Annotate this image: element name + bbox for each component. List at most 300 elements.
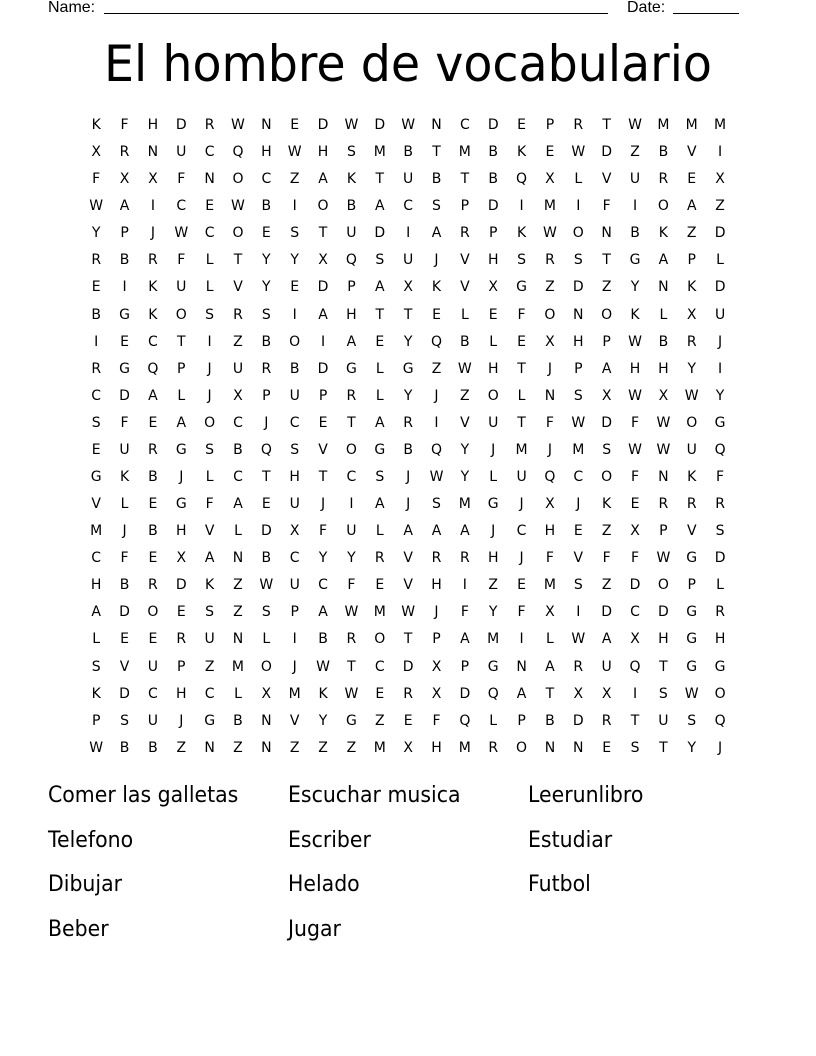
grid-cell[interactable]: H <box>629 360 641 377</box>
grid-cell[interactable]: R <box>488 739 499 756</box>
grid-cell[interactable]: V <box>601 171 612 188</box>
grid-cell[interactable]: B <box>403 441 413 458</box>
grid-cell[interactable]: D <box>601 414 613 431</box>
grid-cell[interactable]: W <box>656 441 671 458</box>
grid-cell[interactable]: B <box>460 333 470 350</box>
grid-cell[interactable]: Z <box>176 739 187 756</box>
grid-cell[interactable]: N <box>261 712 272 729</box>
grid-cell[interactable]: K <box>318 685 328 702</box>
grid-cell[interactable]: I <box>718 144 723 161</box>
grid-cell[interactable]: H <box>658 360 669 377</box>
grid-cell[interactable]: R <box>204 117 215 133</box>
grid-cell[interactable]: C <box>403 198 414 215</box>
grid-cell[interactable]: X <box>261 685 272 702</box>
grid-cell[interactable]: G <box>714 658 726 675</box>
grid-cell[interactable]: J <box>292 658 297 675</box>
grid-cell[interactable]: Y <box>687 739 696 756</box>
grid-cell[interactable]: S <box>432 198 441 215</box>
grid-cell[interactable]: P <box>687 252 696 269</box>
grid-cell[interactable]: H <box>261 144 272 161</box>
grid-cell[interactable]: L <box>92 631 101 648</box>
grid-cell[interactable]: T <box>517 414 526 431</box>
grid-cell[interactable]: G <box>487 496 499 513</box>
grid-cell[interactable]: S <box>261 306 271 323</box>
grid-cell[interactable]: G <box>714 414 726 431</box>
grid-cell[interactable]: R <box>459 225 470 242</box>
grid-cell[interactable]: Q <box>260 441 272 458</box>
grid-cell[interactable]: P <box>347 279 356 296</box>
grid-cell[interactable]: B <box>658 333 669 350</box>
grid-cell[interactable]: Z <box>601 577 612 594</box>
grid-cell[interactable]: Z <box>289 739 300 756</box>
grid-cell[interactable]: K <box>148 306 158 323</box>
grid-cell[interactable]: I <box>122 279 127 296</box>
grid-cell[interactable]: Y <box>91 225 101 242</box>
grid-cell[interactable]: M <box>231 658 245 675</box>
grid-cell[interactable]: J <box>519 496 524 513</box>
grid-cell[interactable]: S <box>290 441 300 458</box>
grid-cell[interactable]: F <box>545 550 554 567</box>
grid-cell[interactable]: S <box>290 225 300 242</box>
grid-cell[interactable]: I <box>292 306 297 323</box>
grid-cell[interactable]: K <box>516 144 527 161</box>
grid-cell[interactable]: D <box>601 144 613 161</box>
grid-cell[interactable]: U <box>289 496 300 513</box>
grid-cell[interactable]: J <box>320 496 326 513</box>
grid-cell[interactable]: O <box>487 387 499 404</box>
grid-cell[interactable]: F <box>716 469 725 486</box>
grid-cell[interactable]: M <box>515 441 528 458</box>
grid-cell[interactable]: Q <box>430 333 442 350</box>
grid-cell[interactable]: E <box>517 577 526 594</box>
grid-cell[interactable]: D <box>572 712 584 729</box>
grid-cell[interactable]: D <box>487 117 499 133</box>
grid-cell[interactable]: J <box>434 604 439 621</box>
grid-cell[interactable]: F <box>120 414 129 431</box>
grid-cell[interactable]: W <box>231 117 245 133</box>
grid-cell[interactable]: J <box>179 469 184 486</box>
grid-cell[interactable]: B <box>261 333 272 350</box>
grid-cell[interactable]: W <box>457 360 472 377</box>
grid-cell[interactable]: H <box>487 550 499 567</box>
grid-cell[interactable]: E <box>545 144 555 161</box>
grid-cell[interactable]: B <box>119 252 130 269</box>
grid-cell[interactable]: U <box>488 414 499 431</box>
grid-cell[interactable]: K <box>687 279 697 296</box>
grid-cell[interactable]: T <box>659 739 668 756</box>
grid-cell[interactable]: L <box>716 252 724 269</box>
grid-cell[interactable]: R <box>573 117 584 133</box>
grid-cell[interactable]: I <box>94 333 99 350</box>
grid-cell[interactable]: N <box>544 739 556 756</box>
grid-cell[interactable]: E <box>120 631 129 648</box>
grid-cell[interactable]: U <box>516 469 527 486</box>
grid-cell[interactable]: C <box>204 225 215 242</box>
grid-cell[interactable]: O <box>544 306 556 323</box>
grid-cell[interactable]: A <box>516 685 527 702</box>
grid-cell[interactable]: O <box>572 225 584 242</box>
grid-cell[interactable]: R <box>346 387 357 404</box>
grid-cell[interactable]: H <box>147 117 159 133</box>
grid-cell[interactable]: M <box>572 441 585 458</box>
grid-cell[interactable]: L <box>262 631 271 648</box>
grid-cell[interactable]: L <box>546 631 554 648</box>
grid-cell[interactable]: J <box>406 496 411 513</box>
grid-cell[interactable]: B <box>233 441 243 458</box>
grid-cell[interactable]: D <box>572 279 584 296</box>
grid-cell[interactable]: T <box>602 117 611 133</box>
grid-cell[interactable]: X <box>403 739 413 756</box>
grid-cell[interactable]: X <box>545 333 555 350</box>
grid-cell[interactable]: L <box>716 577 724 594</box>
grid-cell[interactable]: O <box>260 658 272 675</box>
grid-cell[interactable]: L <box>375 360 384 377</box>
grid-cell[interactable]: R <box>119 144 130 161</box>
grid-cell[interactable]: R <box>148 577 158 594</box>
grid-cell[interactable]: E <box>318 414 328 431</box>
grid-cell[interactable]: G <box>345 712 357 729</box>
grid-cell[interactable]: K <box>91 685 101 702</box>
grid-cell[interactable]: I <box>576 198 581 215</box>
grid-cell[interactable]: D <box>317 117 329 133</box>
grid-cell[interactable]: E <box>602 739 612 756</box>
grid-cell[interactable]: X <box>318 252 328 269</box>
grid-cell[interactable]: C <box>148 333 158 350</box>
grid-cell[interactable]: J <box>491 441 496 458</box>
grid-cell[interactable]: Z <box>233 577 243 594</box>
grid-cell[interactable]: Z <box>233 604 243 621</box>
grid-cell[interactable]: C <box>630 604 640 621</box>
grid-cell[interactable]: F <box>177 171 186 188</box>
grid-cell[interactable]: B <box>148 469 158 486</box>
grid-cell[interactable]: T <box>233 252 243 269</box>
grid-cell[interactable]: S <box>120 712 129 729</box>
grid-cell[interactable]: B <box>318 631 328 648</box>
grid-cell[interactable]: X <box>601 387 612 404</box>
grid-cell[interactable]: E <box>205 198 215 215</box>
grid-cell[interactable]: F <box>517 604 526 621</box>
grid-cell[interactable]: P <box>460 198 470 215</box>
grid-cell[interactable]: Y <box>715 387 725 404</box>
grid-cell[interactable]: E <box>517 333 526 350</box>
grid-cell[interactable]: N <box>658 469 669 486</box>
grid-cell[interactable]: D <box>487 198 499 215</box>
grid-cell[interactable]: T <box>318 469 328 486</box>
grid-cell[interactable]: N <box>431 117 442 133</box>
grid-cell[interactable]: W <box>401 604 416 621</box>
grid-cell[interactable]: T <box>460 171 470 188</box>
grid-cell[interactable]: B <box>289 360 300 377</box>
grid-cell[interactable]: N <box>658 279 669 296</box>
grid-cell[interactable]: W <box>344 604 359 621</box>
grid-cell[interactable]: R <box>658 496 669 513</box>
grid-cell[interactable]: F <box>319 523 328 540</box>
grid-cell[interactable]: M <box>458 496 471 513</box>
grid-cell[interactable]: A <box>601 631 612 648</box>
grid-cell[interactable]: V <box>460 252 470 269</box>
grid-cell[interactable]: G <box>345 360 357 377</box>
grid-cell[interactable]: A <box>119 198 130 215</box>
grid-cell[interactable]: E <box>403 712 413 729</box>
grid-cell[interactable]: M <box>458 739 471 756</box>
grid-cell[interactable]: U <box>714 306 726 323</box>
grid-cell[interactable]: D <box>657 604 669 621</box>
grid-cell[interactable]: X <box>119 171 130 188</box>
grid-cell[interactable]: P <box>687 577 696 594</box>
grid-cell[interactable]: R <box>686 496 697 513</box>
grid-cell[interactable]: A <box>204 550 215 567</box>
grid-cell[interactable]: H <box>487 360 499 377</box>
grid-cell[interactable]: U <box>346 225 357 242</box>
grid-cell[interactable]: N <box>573 739 584 756</box>
grid-cell[interactable]: X <box>176 550 187 567</box>
grid-cell[interactable]: B <box>403 144 413 161</box>
grid-cell[interactable]: A <box>403 523 413 540</box>
grid-cell[interactable]: F <box>630 469 640 486</box>
grid-cell[interactable]: A <box>374 414 385 431</box>
grid-cell[interactable]: Z <box>289 171 300 188</box>
grid-cell[interactable]: V <box>318 441 328 458</box>
grid-cell[interactable]: I <box>320 333 326 350</box>
grid-cell[interactable]: K <box>205 577 215 594</box>
name-blank-line[interactable] <box>104 0 608 14</box>
grid-cell[interactable]: O <box>516 739 528 756</box>
grid-cell[interactable]: P <box>488 225 498 242</box>
grid-cell[interactable]: W <box>656 414 671 431</box>
grid-cell[interactable]: V <box>403 577 413 594</box>
grid-cell[interactable]: S <box>715 523 725 540</box>
grid-cell[interactable]: R <box>148 252 158 269</box>
grid-cell[interactable]: G <box>119 360 130 377</box>
grid-cell[interactable]: I <box>519 198 524 215</box>
grid-cell[interactable]: H <box>175 685 187 702</box>
grid-cell[interactable]: H <box>487 252 499 269</box>
grid-cell[interactable]: P <box>517 712 526 729</box>
grid-cell[interactable]: G <box>175 496 187 513</box>
grid-cell[interactable]: B <box>658 144 669 161</box>
grid-cell[interactable]: A <box>148 387 158 404</box>
grid-cell[interactable]: P <box>290 604 299 621</box>
grid-cell[interactable]: F <box>120 117 129 133</box>
grid-cell[interactable]: Q <box>714 712 726 729</box>
grid-cell[interactable]: D <box>402 658 414 675</box>
grid-cell[interactable]: W <box>259 577 274 594</box>
grid-cell[interactable]: L <box>517 387 526 404</box>
grid-cell[interactable]: Q <box>345 252 357 269</box>
grid-cell[interactable]: T <box>432 144 441 161</box>
grid-cell[interactable]: Z <box>488 577 498 594</box>
grid-cell[interactable]: D <box>714 279 726 296</box>
grid-cell[interactable]: I <box>519 631 524 648</box>
grid-cell[interactable]: A <box>431 225 442 242</box>
grid-cell[interactable]: X <box>545 496 555 513</box>
grid-cell[interactable]: L <box>489 712 498 729</box>
grid-cell[interactable]: X <box>573 685 584 702</box>
grid-cell[interactable]: Z <box>601 523 612 540</box>
grid-cell[interactable]: E <box>375 577 385 594</box>
grid-cell[interactable]: O <box>175 306 187 323</box>
grid-cell[interactable]: P <box>602 333 611 350</box>
grid-cell[interactable]: U <box>289 387 300 404</box>
grid-cell[interactable]: R <box>374 550 385 567</box>
grid-cell[interactable]: I <box>632 198 638 215</box>
grid-cell[interactable]: T <box>659 658 668 675</box>
grid-cell[interactable]: L <box>205 252 214 269</box>
grid-cell[interactable]: H <box>431 739 442 756</box>
grid-cell[interactable]: G <box>686 550 698 567</box>
grid-cell[interactable]: W <box>684 387 699 404</box>
grid-cell[interactable]: A <box>460 523 470 540</box>
grid-cell[interactable]: N <box>601 225 612 242</box>
grid-cell[interactable]: D <box>119 604 130 621</box>
grid-cell[interactable]: J <box>406 469 411 486</box>
grid-cell[interactable]: E <box>261 496 271 513</box>
grid-cell[interactable]: P <box>574 360 583 377</box>
grid-cell[interactable]: Q <box>714 441 726 458</box>
grid-cell[interactable]: N <box>573 306 584 323</box>
grid-cell[interactable]: W <box>344 117 359 133</box>
grid-cell[interactable]: P <box>432 631 441 648</box>
grid-cell[interactable]: K <box>346 171 356 188</box>
grid-cell[interactable]: B <box>431 171 442 188</box>
grid-cell[interactable]: W <box>571 144 586 161</box>
grid-cell[interactable]: X <box>686 306 697 323</box>
grid-cell[interactable]: R <box>403 685 413 702</box>
grid-cell[interactable]: W <box>543 225 557 242</box>
grid-cell[interactable]: Y <box>262 279 271 296</box>
grid-cell[interactable]: R <box>91 252 102 269</box>
grid-cell[interactable]: U <box>289 577 300 594</box>
grid-cell[interactable]: S <box>573 387 583 404</box>
grid-cell[interactable]: N <box>204 171 215 188</box>
grid-cell[interactable]: G <box>629 252 641 269</box>
grid-cell[interactable]: P <box>177 658 186 675</box>
grid-cell[interactable]: G <box>204 712 216 729</box>
grid-cell[interactable]: A <box>374 198 385 215</box>
grid-cell[interactable]: D <box>459 685 471 702</box>
grid-cell[interactable]: O <box>147 604 159 621</box>
grid-cell[interactable]: B <box>119 739 130 756</box>
grid-cell[interactable]: A <box>233 496 243 513</box>
grid-cell[interactable]: R <box>431 550 442 567</box>
grid-cell[interactable]: Q <box>430 441 442 458</box>
grid-cell[interactable]: A <box>318 306 328 323</box>
grid-cell[interactable]: F <box>92 171 101 188</box>
grid-cell[interactable]: I <box>462 577 467 594</box>
grid-cell[interactable]: J <box>519 550 524 567</box>
grid-cell[interactable]: S <box>573 577 583 594</box>
grid-cell[interactable]: F <box>177 252 186 269</box>
grid-cell[interactable]: L <box>205 279 214 296</box>
grid-cell[interactable]: T <box>347 658 356 675</box>
grid-cell[interactable]: N <box>261 117 272 133</box>
grid-cell[interactable]: C <box>318 577 328 594</box>
grid-cell[interactable]: Q <box>459 712 471 729</box>
grid-cell[interactable]: Z <box>630 144 640 161</box>
grid-cell[interactable]: M <box>373 739 386 756</box>
grid-cell[interactable]: P <box>318 387 328 404</box>
grid-cell[interactable]: W <box>89 739 104 756</box>
grid-cell[interactable]: L <box>120 496 129 513</box>
grid-cell[interactable]: H <box>90 577 102 594</box>
grid-cell[interactable]: W <box>684 685 699 702</box>
grid-cell[interactable]: J <box>718 739 723 756</box>
grid-cell[interactable]: S <box>658 685 668 702</box>
grid-cell[interactable]: I <box>718 360 723 377</box>
grid-cell[interactable]: N <box>204 739 215 756</box>
grid-cell[interactable]: W <box>89 198 104 215</box>
grid-cell[interactable]: D <box>317 360 329 377</box>
grid-cell[interactable]: W <box>344 685 359 702</box>
grid-cell[interactable]: A <box>374 279 385 296</box>
grid-cell[interactable]: X <box>545 171 555 188</box>
grid-cell[interactable]: E <box>148 550 158 567</box>
grid-cell[interactable]: F <box>432 712 441 729</box>
grid-cell[interactable]: Y <box>630 279 640 296</box>
grid-cell[interactable]: Y <box>262 252 271 269</box>
grid-cell[interactable]: T <box>318 225 328 242</box>
grid-cell[interactable]: S <box>517 252 527 269</box>
grid-cell[interactable]: U <box>403 171 414 188</box>
grid-cell[interactable]: G <box>686 658 698 675</box>
grid-cell[interactable]: K <box>658 225 668 242</box>
grid-cell[interactable]: D <box>714 225 726 242</box>
grid-cell[interactable]: A <box>460 631 470 648</box>
grid-cell[interactable]: K <box>119 469 130 486</box>
grid-cell[interactable]: X <box>630 523 640 540</box>
grid-cell[interactable]: Z <box>204 658 215 675</box>
grid-cell[interactable]: P <box>460 658 470 675</box>
grid-cell[interactable]: T <box>347 414 356 431</box>
grid-cell[interactable]: R <box>686 333 697 350</box>
grid-cell[interactable]: V <box>573 550 584 567</box>
grid-cell[interactable]: L <box>234 523 242 540</box>
grid-cell[interactable]: C <box>459 117 470 133</box>
grid-cell[interactable]: H <box>346 306 357 323</box>
grid-cell[interactable]: A <box>91 604 101 621</box>
grid-cell[interactable]: E <box>148 631 158 648</box>
grid-cell[interactable]: D <box>119 685 130 702</box>
grid-cell[interactable]: H <box>714 631 726 648</box>
grid-cell[interactable]: Y <box>687 360 696 377</box>
grid-cell[interactable]: T <box>517 360 526 377</box>
grid-cell[interactable]: F <box>460 604 469 621</box>
grid-cell[interactable]: P <box>262 387 271 404</box>
grid-cell[interactable]: S <box>91 658 101 675</box>
grid-cell[interactable]: W <box>429 469 444 486</box>
grid-cell[interactable]: X <box>658 387 669 404</box>
grid-cell[interactable]: D <box>374 225 386 242</box>
grid-cell[interactable]: N <box>261 739 272 756</box>
grid-cell[interactable]: E <box>148 414 158 431</box>
grid-cell[interactable]: U <box>147 712 159 729</box>
grid-cell[interactable]: B <box>261 198 272 215</box>
grid-cell[interactable]: P <box>91 712 101 729</box>
grid-cell[interactable]: E <box>573 523 583 540</box>
grid-cell[interactable]: D <box>317 279 329 296</box>
grid-cell[interactable]: T <box>176 333 186 350</box>
grid-cell[interactable]: J <box>547 360 552 377</box>
grid-cell[interactable]: R <box>403 414 413 431</box>
grid-cell[interactable]: J <box>434 252 439 269</box>
grid-cell[interactable]: X <box>233 387 243 404</box>
grid-cell[interactable]: V <box>460 279 470 296</box>
grid-cell[interactable]: C <box>204 144 215 161</box>
grid-cell[interactable]: M <box>373 604 386 621</box>
grid-cell[interactable]: O <box>232 171 244 188</box>
grid-cell[interactable]: A <box>318 604 328 621</box>
grid-cell[interactable]: E <box>91 441 101 458</box>
